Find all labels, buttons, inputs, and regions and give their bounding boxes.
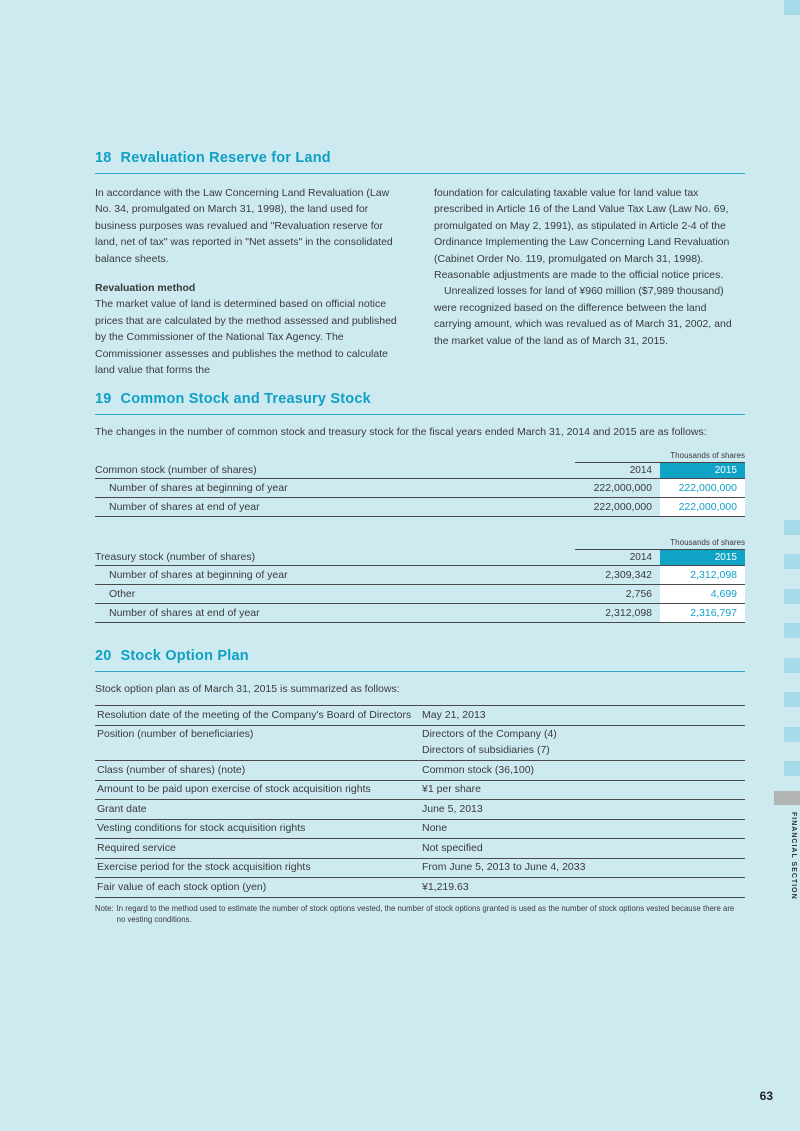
- table-gap: [95, 517, 745, 538]
- row-label: Class (number of shares) (note): [97, 763, 246, 776]
- stock-option-table: [95, 705, 745, 898]
- common-stock-table: [95, 451, 745, 517]
- treasury-stock-table: [95, 538, 745, 623]
- row-label: Exercise period for the stock acquisition rights: [97, 861, 311, 874]
- row-label: Required service: [97, 841, 176, 854]
- row-value: ¥1 per share: [422, 783, 481, 796]
- section-index-tab[interactable]: [784, 761, 800, 776]
- option-row: [95, 878, 745, 898]
- paragraph: foundation for calculating taxable value for land value tax prescribed in Article 16 of the Land Value Tax Law (Law No. 69, promulgated on May 2, 1991), as stipulated in Article 2-4 of the Ordinance Implementing the Law Concerning Land Revaluation (Cabinet Order No. 119, promulgated on March 31, 1998). Reasonable adjustments are made to the official notice prices.: [434, 187, 730, 282]
- option-row: [95, 839, 745, 859]
- row-label: Position (number of beneficiaries): [97, 728, 254, 741]
- section-20-number: 20: [95, 647, 112, 664]
- value-2014: 2,309,342: [605, 568, 652, 581]
- value-2014: 2,312,098: [605, 606, 652, 619]
- paragraph: In accordance with the Law Concerning Land Revaluation (Law No. 34, promulgated on March 31, 1998), the land used for business purposes was revalued and "Revaluation reserve for land, net of tax" was reported in "Net assets" in the consolidated balance sheets.: [95, 187, 393, 265]
- col-2014-header: 2014: [629, 551, 652, 563]
- note-text: In regard to the method used to estimate the number of stock options vested, the number of stock options granted is used as the number of stock options vested because there are no vesting conditions.: [116, 903, 735, 924]
- row-label: Vesting conditions for stock acquisition rights: [97, 822, 306, 835]
- unit-label: Thousands of shares: [670, 450, 745, 460]
- table-header-label: Treasury stock (number of shares): [95, 551, 256, 564]
- row-label: Number of shares at beginning of year: [109, 481, 288, 494]
- section-index-tab[interactable]: [784, 589, 800, 604]
- col-2014-header: 2014: [629, 464, 652, 476]
- row-label: Number of shares at end of year: [109, 606, 260, 619]
- section-common-treasury-stock: [95, 391, 745, 622]
- section-index-tab[interactable]: [784, 727, 800, 742]
- row-value: June 5, 2013: [422, 802, 483, 815]
- row-value: From June 5, 2013 to June 4, 2033: [422, 861, 586, 874]
- row-value-line2: Directors of subsidiaries (7): [422, 744, 550, 757]
- unit-label: Thousands of shares: [670, 537, 745, 547]
- page-number: 63: [759, 1089, 773, 1103]
- financial-section-label: FINANCIAL SECTION: [790, 812, 797, 900]
- row-label: Grant date: [97, 802, 147, 815]
- section-index-tab[interactable]: [784, 623, 800, 638]
- row-value: ¥1,219.63: [422, 880, 469, 893]
- section-20-heading: [95, 648, 745, 672]
- table-row: [95, 566, 745, 585]
- section-18-title: Revaluation Reserve for Land: [120, 150, 331, 166]
- section-revaluation-reserve: [95, 150, 745, 378]
- value-2014: 2,756: [625, 587, 652, 600]
- value-2015: 222,000,000: [660, 498, 745, 516]
- section-19-title: Common Stock and Treasury Stock: [120, 391, 371, 408]
- section-index-tab[interactable]: [784, 520, 800, 535]
- option-row: [95, 706, 745, 726]
- value-2014: 222,000,000: [593, 481, 652, 494]
- section-19-number: 19: [95, 391, 112, 408]
- table-header-row: [95, 550, 745, 566]
- table-row: [95, 585, 745, 604]
- option-row: [95, 726, 745, 762]
- table-header-label: Common stock (number of shares): [95, 464, 257, 477]
- row-label: Number of shares at end of year: [109, 500, 260, 513]
- table-row: [95, 479, 745, 498]
- section-18-heading: [95, 150, 745, 174]
- table-row: [95, 498, 745, 517]
- value-2015: 4,699: [660, 585, 745, 603]
- option-row: [95, 800, 745, 820]
- table-row: [95, 604, 745, 623]
- note-label: Note:: [95, 903, 114, 913]
- option-row: [95, 761, 745, 781]
- section-index-tab[interactable]: [784, 692, 800, 707]
- row-value: Directors of the Company (4): [422, 728, 557, 741]
- paragraph: Unrealized losses for land of ¥960 million ($7,989 thousand) were recognized based on the difference between the land carrying amount, which was revalued as of March 31, 2002, and the market value of the land as of March 31, 2015.: [434, 285, 732, 347]
- section-19-intro: The changes in the number of common stock and treasury stock for the fiscal years ended March 31, 2014 and 2015 are as follows:: [95, 426, 707, 439]
- active-section-tab[interactable]: [774, 791, 800, 805]
- section-index-tab[interactable]: [784, 554, 800, 569]
- section-stock-option-plan: [95, 648, 745, 925]
- value-2015: 222,000,000: [660, 479, 745, 497]
- row-label: Resolution date of the meeting of the Company's Board of Directors: [97, 708, 412, 721]
- value-2015: 2,312,098: [660, 566, 745, 584]
- section-index-tab[interactable]: [784, 0, 800, 15]
- row-label: Other: [109, 587, 136, 600]
- table-note: [95, 903, 745, 925]
- row-value: Not specified: [422, 841, 483, 854]
- option-row: [95, 859, 745, 879]
- value-2014: 222,000,000: [593, 500, 652, 513]
- page-content: [95, 150, 745, 925]
- row-value: May 21, 2013: [422, 708, 486, 721]
- col-2015-header: 2015: [660, 463, 745, 478]
- section-19-heading: [95, 391, 745, 415]
- row-value: Common stock (36,100): [422, 763, 535, 776]
- row-label: Fair value of each stock option (yen): [97, 880, 267, 893]
- section-18-number: 18: [95, 150, 112, 166]
- section-20-intro: Stock option plan as of March 31, 2015 is summarized as follows:: [95, 682, 400, 695]
- row-label: Number of shares at beginning of year: [109, 568, 288, 581]
- paragraph: The market value of land is determined based on official notice prices that are calculated by the method assessed and published by the Commissioner of the National Tax Agency. The Commissioner assesses and publishes the method to calculate land value that forms the: [95, 298, 397, 377]
- left-column: [95, 185, 406, 378]
- subheading-revaluation-method: Revaluation method: [95, 282, 196, 295]
- section-18-body: [95, 185, 745, 378]
- row-label: Amount to be paid upon exercise of stock acquisition rights: [97, 783, 371, 796]
- section-20-title: Stock Option Plan: [120, 647, 249, 664]
- col-2015-header: 2015: [660, 550, 745, 565]
- option-row: [95, 781, 745, 801]
- table-header-row: [95, 463, 745, 479]
- option-row: [95, 820, 745, 840]
- value-2015: 2,316,797: [660, 604, 745, 622]
- right-column: [434, 185, 745, 378]
- section-index-tab[interactable]: [784, 658, 800, 673]
- row-value: None: [422, 822, 448, 835]
